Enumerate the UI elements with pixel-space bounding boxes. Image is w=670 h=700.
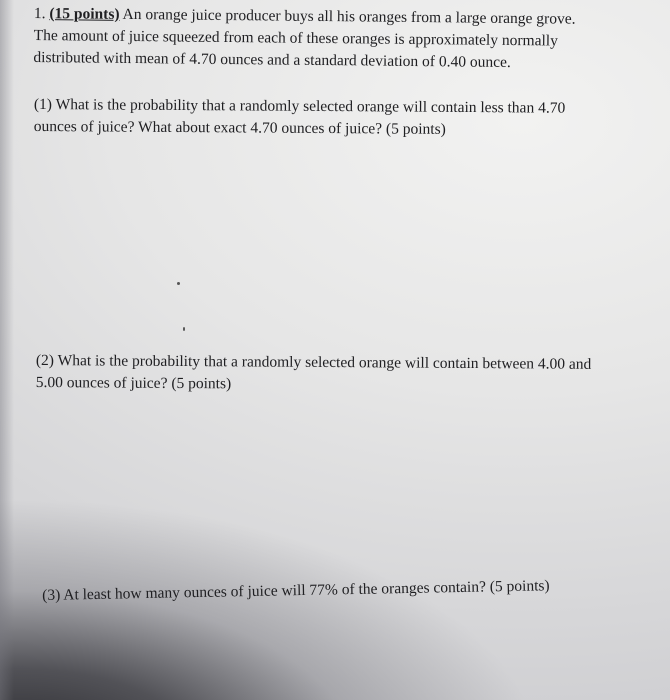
page-edge-shadow: [0, 0, 14, 700]
question-intro-text: An orange juice producer buys all his oranges from a large orange grove.: [119, 5, 576, 28]
question-points: (15 points): [49, 5, 120, 23]
part-2-line-1: (2) What is the probability that a randomly selected orange will contain between 4.00 and: [35, 351, 592, 373]
part-3-line-1: (3) At least how many ounces of juice will 77% of the oranges contain? (5 points): [42, 577, 550, 604]
question-intro-line-3: distributed with mean of 4.70 ounces and a standard deviation of 0.40 ounce.: [33, 48, 511, 71]
question-header: [33, 3, 575, 75]
paper-speck: [177, 282, 180, 285]
paper-speck: [183, 327, 185, 331]
part-1: [34, 94, 566, 142]
part-2: [36, 350, 592, 398]
part-1-line-2: ounces of juice? What about exact 4.70 ounces of juice? (5 points): [33, 117, 446, 138]
part-3: [42, 575, 550, 607]
question-intro-line-2: The amount of juice squeezed from each of these oranges is approximately normally: [33, 26, 558, 50]
part-1-line-1: (1) What is the probability that a randomly selected orange will contain less than 4.70: [33, 95, 566, 117]
part-2-line-2: 5.00 ounces of juice? (5 points): [35, 373, 232, 393]
question-number: 1.: [33, 4, 46, 23]
